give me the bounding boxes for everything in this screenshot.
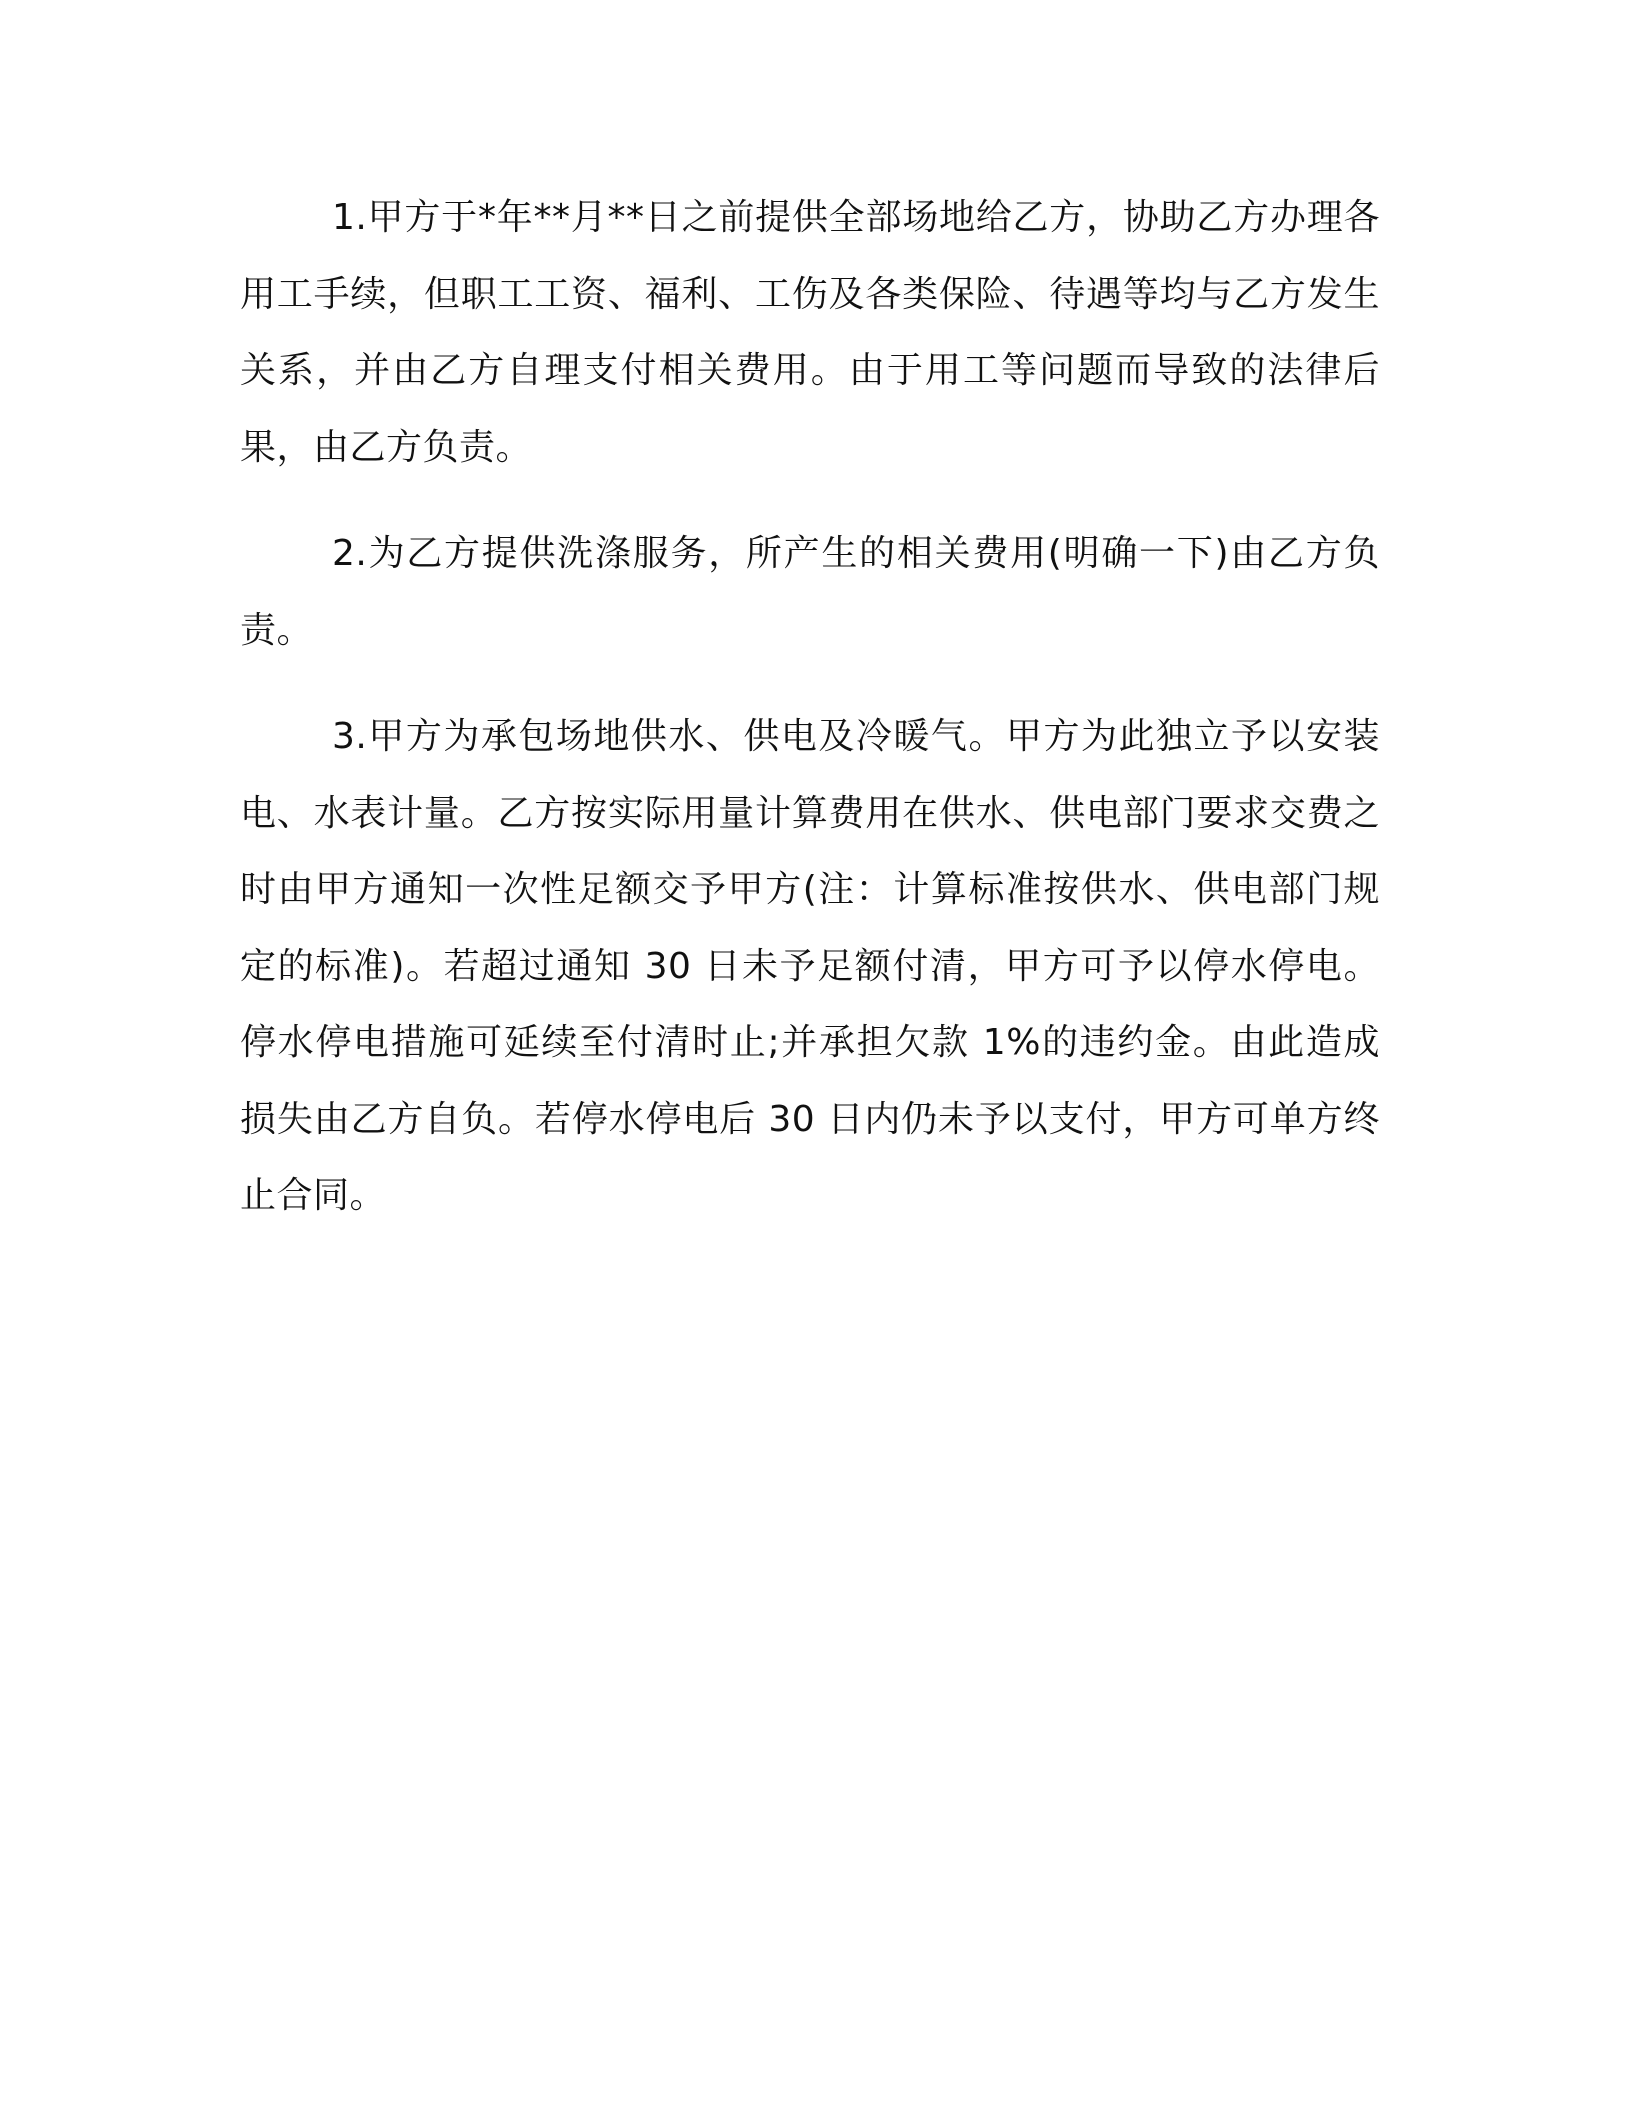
clause-1 <box>240 180 1380 486</box>
clause-text: 甲方为承包场地供水、供电及冷暖气。甲方为此独立予以安装电、水表计量。乙方按实际用量计算费用在供水、供电部门要求交费之时由甲方通知一次性足额交予甲方(注：计算标准按供水、供电部门规定的标准)。若超过通知 30 日未予足额付清，甲方可予以停水停电。停水停电措施可延续至付清时止;并承担欠款 1%的违约金。由此造成损失由乙方自负。若停水停电后 30 日内仍未予以支付，甲方可单方终止合同。 <box>240 716 1380 1216</box>
clause-3 <box>240 699 1380 1235</box>
clause-text: 为乙方提供洗涤服务，所产生的相关费用(明确一下)由乙方负责。 <box>240 533 1380 651</box>
clause-2 <box>240 516 1380 669</box>
clause-number: 3. <box>332 716 368 757</box>
clause-number: 2. <box>332 533 368 574</box>
clause-text: 甲方于*年**月**日之前提供全部场地给乙方，协助乙方办理各用工手续，但职工工资、福利、工伤及各类保险、待遇等均与乙方发生关系，并由乙方自理支付相关费用。由于用工等问题而导致的法律后果，由乙方负责。 <box>240 197 1380 468</box>
clause-number: 1. <box>332 197 368 238</box>
document-body <box>240 180 1380 1265</box>
